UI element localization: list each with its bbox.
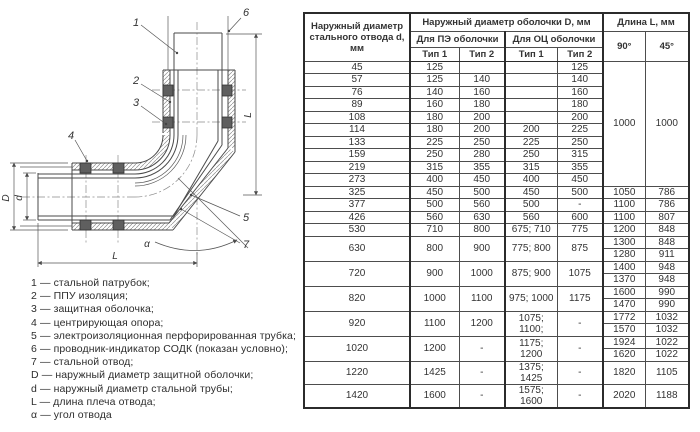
legend-item: 5 — электроизоляционная перфорированная трубка; [31,329,296,342]
callout-1-label: 1 [132,17,140,29]
cell-oc2: 125 [557,61,603,74]
cell-pe1: 140 [410,86,459,99]
header-d: Наружный диаметр стального отвода d, мм [304,13,410,61]
dim-d-label: d [14,195,25,201]
cell-pe1: 1425 [410,361,459,384]
cell-l45-merged: 1000 [645,61,689,186]
table-row [304,61,689,74]
cell-d: 108 [304,111,410,124]
cell-l90: 1924 [603,336,645,349]
legend-item: 1 — стальной патрубок; [31,277,150,289]
cell-d: 114 [304,124,410,137]
cell-oc1 [505,111,557,124]
cell-pe2: 140 [459,74,505,87]
cell-pe1: 1100 [410,311,459,336]
cell-oc1: 1375; 1425 [505,361,557,384]
cell-oc1: 1075; 1100; [505,311,557,336]
header-oc: Для ОЦ оболочки [505,31,603,47]
cell-oc1: 400 [505,174,557,187]
header-row-1 [304,13,689,31]
cell-oc1 [505,99,557,112]
cell-oc1: 315 [505,161,557,174]
legend-item: 2 — ППУ изоляция; [31,290,129,303]
header-oc-tip2: Тип 2 [557,47,603,61]
cell-d: 530 [304,224,410,237]
cell-oc1: 250 [505,149,557,162]
cell-pe1: 125 [410,74,459,87]
cell-pe2: 180 [459,99,505,112]
cell-l45: 990 [645,286,689,299]
cell-pe1: 1200 [410,336,459,361]
cell-l45: 786 [645,199,689,212]
header-pe-tip2: Тип 2 [459,47,505,61]
header-pe-tip1: Тип 1 [410,47,459,61]
cell-pe2: - [459,336,505,361]
cell-pe1: 180 [410,124,459,137]
cell-d: 76 [304,86,410,99]
legend-item: α — угол отвода [31,409,112,422]
cell-pe2: - [459,361,505,384]
cell-oc2: 775 [557,224,603,237]
cell-oc1: 560 [505,211,557,224]
cell-pe1: 900 [410,261,459,286]
cell-l90: 2020 [603,384,645,408]
cell-pe2 [459,61,505,74]
callout-3-label: 3 [132,97,140,109]
cell-d: 720 [304,261,410,286]
dimension-lines [10,34,262,267]
cell-pe1: 710 [410,224,459,237]
cell-pe1: 1600 [410,384,459,408]
centerlines [22,22,246,257]
cell-oc1: 1575; 1600 [505,384,557,408]
table-row [304,311,689,324]
cell-l90: 1370 [603,274,645,287]
header-45: 45° [645,31,689,61]
callout-2-label: 2 [132,75,140,87]
cell-oc2: 140 [557,74,603,87]
cell-oc2: 1175 [557,286,603,311]
header-oc-tip1: Тип 1 [505,47,557,61]
table-row [304,224,689,237]
cell-d: 1220 [304,361,410,384]
cell-oc2: 200 [557,111,603,124]
cell-l45: 807 [645,211,689,224]
cell-oc1: 875; 900 [505,261,557,286]
cell-pe2: 560 [459,199,505,212]
cell-oc1: 775; 800 [505,236,557,261]
cell-l90: 1050 [603,186,645,199]
cell-pe2: 900 [459,236,505,261]
legend-item: 7 — стальной отвод; [31,356,134,369]
cell-pe1: 400 [410,174,459,187]
shell-hatch [72,70,235,230]
header-90: 90° [603,31,645,61]
cell-oc2: - [557,384,603,408]
cell-pe2: 355 [459,161,505,174]
cell-oc1: 200 [505,124,557,137]
cell-d: 820 [304,286,410,311]
cell-oc2: 500 [557,186,603,199]
cell-pe2: - [459,384,505,408]
cell-l45: 786 [645,186,689,199]
dimensions-table [303,12,690,409]
table-row [304,211,689,224]
cell-oc2: - [557,311,603,336]
cell-l45: 1105 [645,361,689,384]
cell-d: 1420 [304,384,410,408]
cell-l90: 1280 [603,249,645,262]
cell-l90: 1200 [603,224,645,237]
legend-item: 4 — центрирующая опора; [31,316,164,329]
cell-pe2: 200 [459,124,505,137]
cell-oc2: 450 [557,174,603,187]
cell-pe2: 200 [459,111,505,124]
cell-d: 920 [304,311,410,336]
cell-pe1: 225 [410,136,459,149]
cell-l45: 990 [645,299,689,312]
table-row [304,261,689,274]
cell-d: 159 [304,149,410,162]
cell-pe1: 180 [410,111,459,124]
cell-l45: 1032 [645,324,689,337]
inner-tube-lines [20,16,248,248]
dim-alpha-label: α [144,239,150,250]
cell-l90: 1470 [603,299,645,312]
dim-L-horizontal-label: L [112,251,118,262]
cell-d: 630 [304,236,410,261]
cell-oc2: 600 [557,211,603,224]
callout-leaders [75,18,241,243]
cell-l45: 848 [645,236,689,249]
table-row [304,286,689,299]
dim-L-vertical-label: L [243,112,254,118]
cell-oc1 [505,61,557,74]
cell-oc2: - [557,361,603,384]
legend-item: D — наружный диаметр защитной оболочки; [31,369,254,382]
cell-l90-merged: 1000 [603,61,645,186]
cell-oc2: - [557,199,603,212]
cell-pe1: 560 [410,211,459,224]
cell-pe2: 500 [459,186,505,199]
header-pe: Для ПЭ оболочки [410,31,505,47]
cell-oc1 [505,86,557,99]
cell-l90: 1570 [603,324,645,337]
cell-l90: 1772 [603,311,645,324]
cell-l90: 1620 [603,349,645,362]
table-row [304,186,689,199]
legend-item: d — наружный диаметр стальной трубы; [31,382,233,395]
cell-oc1 [505,74,557,87]
cell-l45: 948 [645,261,689,274]
cell-pe1: 315 [410,161,459,174]
cell-oc2: 355 [557,161,603,174]
cell-l90: 1100 [603,199,645,212]
cell-pe2: 160 [459,86,505,99]
dim-D-label: D [1,194,12,202]
cell-d: 133 [304,136,410,149]
cell-oc2: 225 [557,124,603,137]
legend-item: 6 — проводник-индикатор СОДК (показан условно); [31,343,289,356]
cell-pe1: 125 [410,61,459,74]
callout-5-label: 5 [242,212,250,224]
header-group-L: Длина L, мм [603,13,689,31]
callout-4-label: 4 [67,130,75,142]
cell-d: 273 [304,174,410,187]
cell-pe2: 1200 [459,311,505,336]
legend-item: 3 — защитная оболочка; [31,303,154,316]
cell-l90: 1600 [603,286,645,299]
cell-d: 219 [304,161,410,174]
cell-oc1: 975; 1000 [505,286,557,311]
cell-l90: 1300 [603,236,645,249]
cell-oc1: 675; 710 [505,224,557,237]
callout-7-label: 7 [242,239,250,251]
cell-pe1: 450 [410,186,459,199]
cell-oc2: 1075 [557,261,603,286]
cell-l45: 1022 [645,349,689,362]
cell-l90: 1820 [603,361,645,384]
cell-d: 377 [304,199,410,212]
elbow-technical-drawing [0,0,300,274]
table-row [304,236,689,249]
table-row [304,361,689,384]
cell-l45: 911 [645,249,689,262]
cell-pe2: 630 [459,211,505,224]
cell-d: 89 [304,99,410,112]
cell-oc2: 875 [557,236,603,261]
cell-pe2: 1000 [459,261,505,286]
cell-l45: 1022 [645,336,689,349]
cell-pe2: 800 [459,224,505,237]
legend-item: L — длина плеча отвода; [31,395,156,408]
cell-oc1: 500 [505,199,557,212]
cell-l90: 1100 [603,211,645,224]
table-row [304,384,689,408]
cell-oc2: - [557,336,603,361]
cell-oc2: 250 [557,136,603,149]
cell-oc2: 180 [557,99,603,112]
cell-pe2: 250 [459,136,505,149]
cell-d: 1020 [304,336,410,361]
table-row [304,336,689,349]
table-row [304,199,689,212]
cell-oc1: 1175; 1200 [505,336,557,361]
cell-oc1: 225 [505,136,557,149]
cell-oc2: 315 [557,149,603,162]
cell-d: 325 [304,186,410,199]
cell-pe2: 450 [459,174,505,187]
cell-l45: 848 [645,224,689,237]
cell-pe2: 280 [459,149,505,162]
spec-table-wrap [303,12,690,409]
cell-l45: 948 [645,274,689,287]
cell-l90: 1400 [603,261,645,274]
cell-l45: 1032 [645,311,689,324]
cell-oc1: 450 [505,186,557,199]
cell-oc2: 160 [557,86,603,99]
cell-pe1: 250 [410,149,459,162]
cell-pe1: 800 [410,236,459,261]
cell-d: 426 [304,211,410,224]
cell-d: 45 [304,61,410,74]
cell-l45: 1188 [645,384,689,408]
cell-pe1: 1000 [410,286,459,311]
cell-pe1: 160 [410,99,459,112]
legend [31,277,296,422]
cell-pe1: 500 [410,199,459,212]
cell-d: 57 [304,74,410,87]
cell-pe2: 1100 [459,286,505,311]
header-group-D: Наружный диаметр оболочки D, мм [410,13,603,31]
callout-6-label: 6 [242,7,250,19]
